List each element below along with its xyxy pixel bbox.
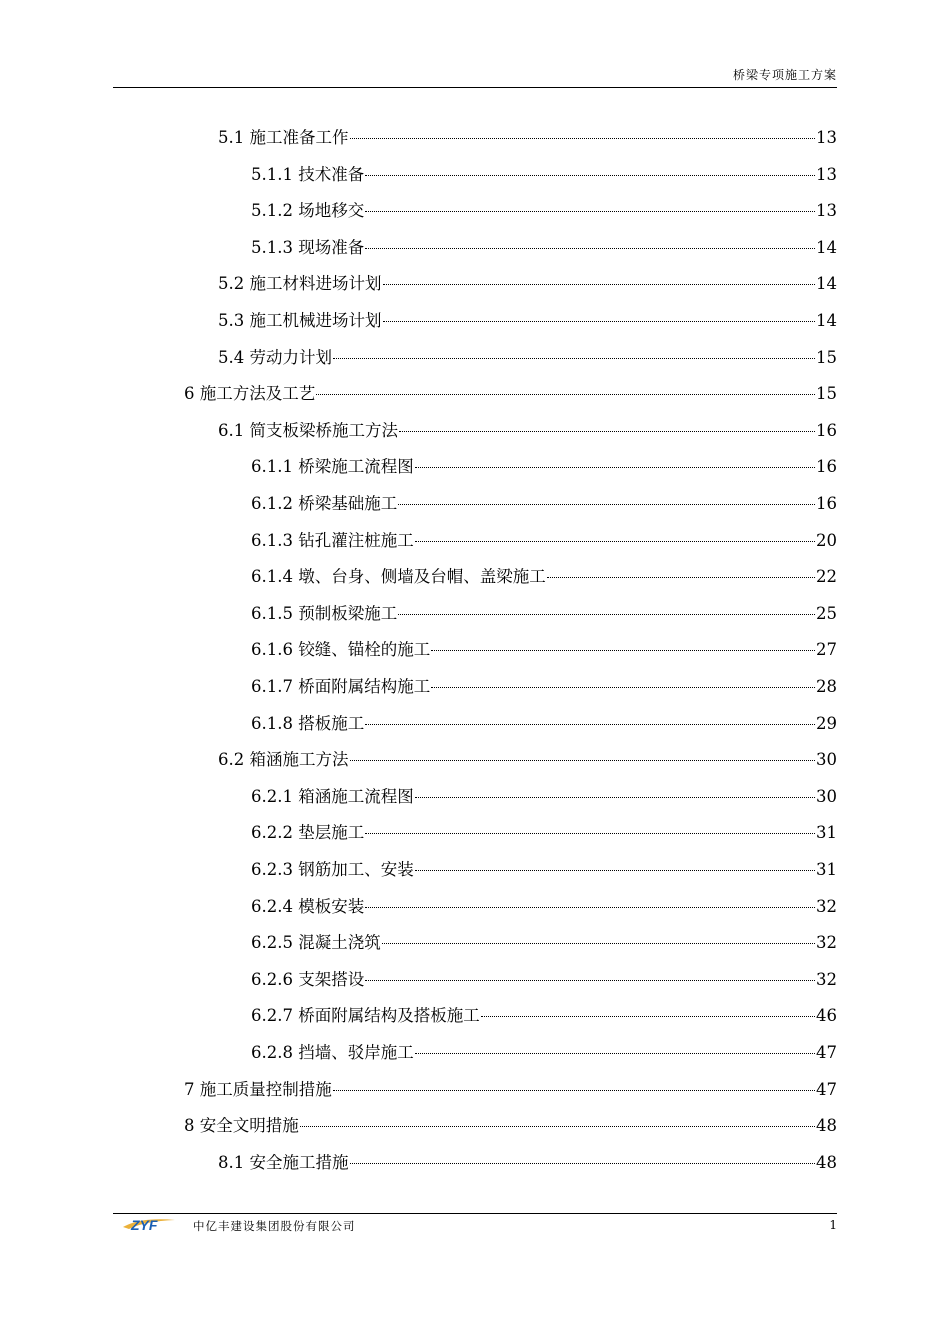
toc-dot-leader (365, 211, 815, 212)
toc-dot-leader (431, 650, 815, 651)
toc-entry[interactable] (251, 236, 837, 260)
toc-dot-leader (398, 504, 815, 505)
toc-entry-label: 5.1.1 技术准备 (251, 164, 365, 184)
toc-entry[interactable] (251, 529, 837, 553)
toc-entry-label: 6.1.5 预制板梁施工 (251, 603, 398, 623)
toc-entry-page: 32 (816, 933, 837, 953)
toc-dot-leader (398, 614, 815, 615)
toc-dot-leader (365, 724, 815, 725)
toc-entry-page: 22 (816, 567, 837, 587)
toc-entry-page: 13 (816, 128, 837, 147)
toc-dot-leader (365, 980, 815, 981)
toc-dot-leader (333, 1090, 815, 1091)
toc-entry-page: 14 (816, 274, 837, 294)
toc-entry-page: 16 (816, 420, 837, 440)
toc-entry[interactable] (251, 712, 837, 736)
toc-dot-leader (415, 870, 815, 871)
toc-entry-page: 14 (816, 237, 837, 257)
toc-entry-page: 25 (816, 603, 837, 623)
zyf-logo-icon (121, 1215, 177, 1233)
toc-entry[interactable] (251, 455, 837, 479)
toc-entry-label: 6.2.6 支架搭设 (251, 969, 365, 989)
toc-entry-label: 6.1.2 桥梁基础施工 (251, 494, 398, 513)
toc-entry-label: 8.1 安全施工措施 (218, 1152, 349, 1172)
toc-entry-label: 6.2.1 箱涵施工流程图 (251, 786, 414, 806)
toc-entry-label: 6 施工方法及工艺 (184, 384, 316, 404)
toc-entry[interactable] (251, 895, 837, 919)
page-footer (113, 1213, 837, 1238)
toc-entry-label: 6.2.2 垫层施工 (251, 823, 365, 843)
toc-dot-leader (415, 797, 815, 798)
toc-entry-page: 31 (816, 823, 837, 843)
toc-entry-label: 7 施工质量控制措施 (184, 1079, 332, 1099)
toc-entry[interactable] (218, 309, 837, 333)
toc-dot-leader (481, 1016, 815, 1017)
toc-dot-leader (431, 687, 815, 688)
toc-dot-leader (383, 321, 816, 322)
toc-entry[interactable] (251, 1004, 837, 1028)
toc-entry-label: 5.2 施工材料进场计划 (218, 274, 382, 294)
toc-dot-leader (547, 577, 815, 578)
toc-entry-label: 6.1.6 铰缝、锚栓的施工 (251, 640, 431, 660)
toc-entry[interactable] (251, 931, 837, 955)
toc-dot-leader (350, 138, 816, 139)
toc-entry-label: 6.1.1 桥梁施工流程图 (251, 457, 414, 477)
toc-entry-label: 6.1.8 搭板施工 (251, 713, 365, 733)
toc-entry[interactable] (218, 748, 837, 772)
toc-entry-label: 6.1.4 墩、台身、侧墙及台帽、盖梁施工 (251, 567, 546, 587)
logo-text: ZYF (131, 1217, 158, 1233)
toc-entry[interactable] (218, 272, 837, 296)
toc-dot-leader (415, 1053, 815, 1054)
toc-entry-label: 6.2.7 桥面附属结构及搭板施工 (251, 1006, 480, 1026)
toc-entry[interactable] (251, 1041, 837, 1065)
toc-dot-leader (365, 175, 815, 176)
toc-entry[interactable] (184, 1078, 837, 1102)
toc-entry-page: 29 (816, 713, 837, 733)
toc-entry[interactable] (251, 638, 837, 662)
toc-entry-page: 48 (816, 1152, 837, 1172)
toc-entry-label: 5.3 施工机械进场计划 (218, 311, 382, 330)
toc-dot-leader (350, 1163, 816, 1164)
toc-entry[interactable] (218, 1151, 837, 1175)
toc-entry[interactable] (251, 968, 837, 992)
toc-dot-leader (382, 943, 815, 944)
toc-entry-page: 47 (816, 1043, 837, 1062)
toc-entry-page: 47 (816, 1079, 837, 1099)
toc-entry-label: 6.1 简支板梁桥施工方法 (218, 420, 398, 440)
toc-entry-page: 32 (816, 969, 837, 989)
toc-entry[interactable] (218, 126, 837, 150)
toc-dot-leader (365, 248, 815, 249)
toc-entry-label: 6.2.4 模板安装 (251, 896, 365, 916)
toc-entry[interactable] (218, 419, 837, 443)
toc-dot-leader (300, 1126, 815, 1127)
toc-entry-page: 31 (816, 860, 837, 879)
toc-dot-leader (350, 760, 816, 761)
toc-entry-label: 5.1.3 现场准备 (251, 237, 365, 257)
toc-entry[interactable] (184, 1114, 837, 1138)
toc-entry-page: 15 (816, 347, 837, 367)
toc-dot-leader (316, 394, 815, 395)
toc-entry[interactable] (251, 675, 837, 699)
toc-entry-label: 8 安全文明措施 (184, 1116, 299, 1136)
toc-entry-label: 6.2.5 混凝土浇筑 (251, 933, 381, 953)
toc-entry[interactable] (251, 163, 837, 187)
toc-entry[interactable] (251, 199, 837, 223)
toc-entry-page: 27 (816, 640, 837, 660)
toc-entry-label: 5.1 施工准备工作 (218, 128, 349, 147)
toc-entry-page: 30 (816, 750, 837, 770)
toc-entry-page: 20 (816, 530, 837, 550)
toc-entry[interactable] (218, 346, 837, 370)
toc-entry-label: 6.1.3 钻孔灌注桩施工 (251, 530, 414, 550)
toc-entry-label: 5.1.2 场地移交 (251, 201, 365, 221)
toc-entry[interactable] (251, 492, 837, 516)
toc-dot-leader (383, 284, 816, 285)
toc-entry-page: 14 (816, 311, 837, 330)
company-name: 中亿丰建设集团股份有限公司 (193, 1219, 356, 1233)
toc-dot-leader (415, 467, 815, 468)
toc-entry-label: 5.4 劳动力计划 (218, 347, 332, 367)
toc-entry-page: 28 (816, 677, 837, 696)
toc-entry-page: 30 (816, 786, 837, 806)
toc-entry-page: 32 (816, 896, 837, 916)
toc-entry-page: 15 (816, 384, 837, 404)
toc-entry-label: 6.2.3 钢筋加工、安装 (251, 860, 414, 879)
toc-entry-label: 6.1.7 桥面附属结构施工 (251, 677, 431, 696)
toc-entry-page: 13 (816, 164, 837, 184)
toc-dot-leader (415, 541, 815, 542)
toc-entry[interactable] (184, 382, 837, 406)
toc-entry-label: 6.2.8 挡墙、驳岸施工 (251, 1043, 414, 1062)
header-title: 桥梁专项施工方案 (732, 68, 837, 82)
toc-entry-page: 48 (816, 1116, 837, 1136)
toc-entry-label: 6.2 箱涵施工方法 (218, 750, 349, 770)
toc-entry-page: 16 (816, 494, 837, 513)
toc-entry[interactable] (251, 858, 837, 882)
toc-entry[interactable] (251, 602, 837, 626)
toc-entry-page: 13 (816, 201, 837, 221)
toc-entry[interactable] (251, 565, 837, 589)
toc-entry[interactable] (251, 821, 837, 845)
page-number: 1 (829, 1218, 837, 1232)
toc-dot-leader (399, 431, 815, 432)
toc-entry[interactable] (251, 785, 837, 809)
toc-entry-page: 16 (816, 457, 837, 477)
toc-dot-leader (365, 907, 815, 908)
toc-dot-leader (333, 358, 815, 359)
toc-entry-page: 46 (816, 1006, 837, 1026)
toc-dot-leader (365, 833, 815, 834)
